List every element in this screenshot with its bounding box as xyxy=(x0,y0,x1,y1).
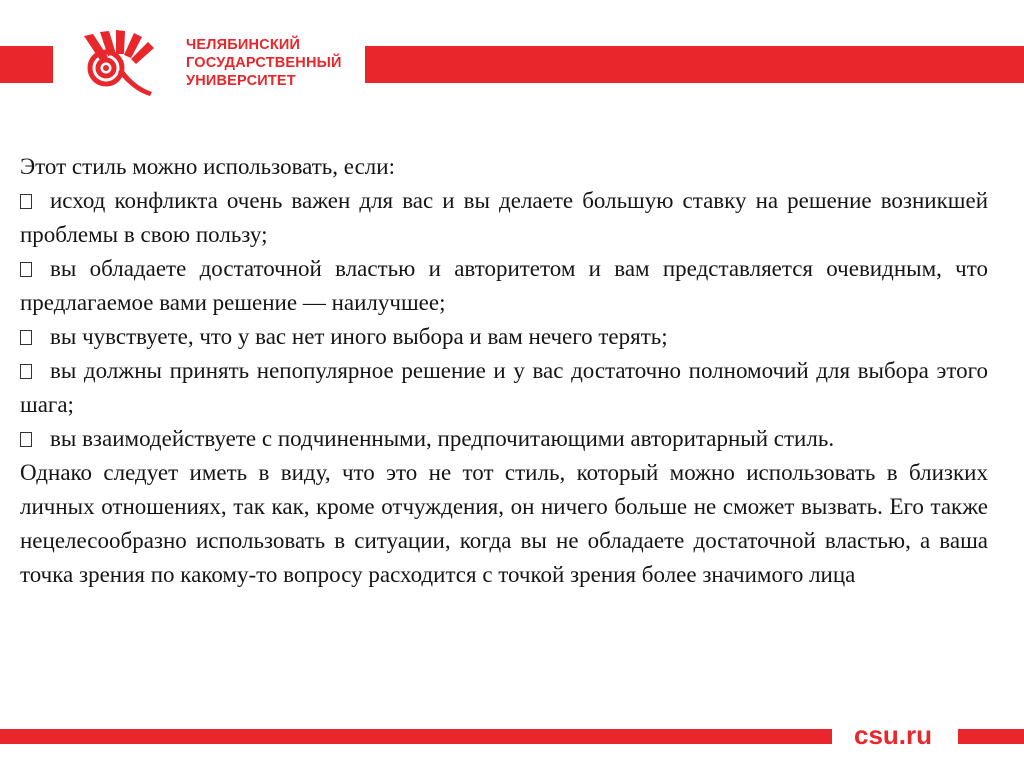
header-bar-left xyxy=(0,46,53,83)
conclusion-text: Однако следует иметь в виду, что это не тот стиль, который можно использовать в близких личных отношениях, так как, кроме отчуждения, он ничего больше не сможет вызвать. Его также нецелесообразно использовать в ситуации, когда вы не обладаете достаточной властью, а ваша точка зрения по какому-то вопросу расходится с точкой зрения более значимого лица xyxy=(20,460,988,587)
bullet-text: исход конфликта очень важен для вас и вы делаете большую ставку на решение возникшей проблемы в свою пользу; xyxy=(20,188,988,247)
bullet-item xyxy=(20,252,988,320)
checkbox-bullet-icon xyxy=(20,364,32,379)
bullet-item xyxy=(20,354,988,422)
checkbox-bullet-icon xyxy=(20,194,32,209)
university-name-line-3: УНИВЕРСИТЕТ xyxy=(186,73,296,89)
footer-bar-right xyxy=(958,729,1024,744)
university-name xyxy=(186,36,342,90)
bullet-text: вы чувствуете, что у вас нет иного выбора и вам нечего терять; xyxy=(50,324,668,349)
bullet-item xyxy=(20,320,988,354)
university-name-line-2: ГОСУДАРСТВЕННЫЙ xyxy=(186,55,342,71)
university-logo-icon xyxy=(78,30,174,98)
bullet-text: вы обладаете достаточной властью и авторитетом и вам представляется очевидным, что предлагаемое вами решение — наилучшее; xyxy=(20,256,988,315)
header-bar-right xyxy=(365,46,1024,83)
bullet-item xyxy=(20,184,988,252)
university-name-line-1: ЧЕЛЯБИНСКИЙ xyxy=(186,37,301,53)
site-link[interactable]: csu.ru xyxy=(854,720,933,750)
bullet-text: вы взаимодействуете с подчиненными, предпочитающими авторитарный стиль. xyxy=(50,426,835,451)
bullet-item xyxy=(20,422,988,456)
checkbox-bullet-icon xyxy=(20,330,32,345)
footer-bar-left xyxy=(0,729,832,744)
bullet-text: вы должны принять непопулярное решение и у вас достаточно полномочий для выбора этого шага; xyxy=(20,358,988,417)
checkbox-bullet-icon xyxy=(20,262,32,277)
checkbox-bullet-icon xyxy=(20,432,32,447)
intro-text: Этот стиль можно использовать, если: xyxy=(20,154,395,179)
slide-content xyxy=(20,150,988,592)
